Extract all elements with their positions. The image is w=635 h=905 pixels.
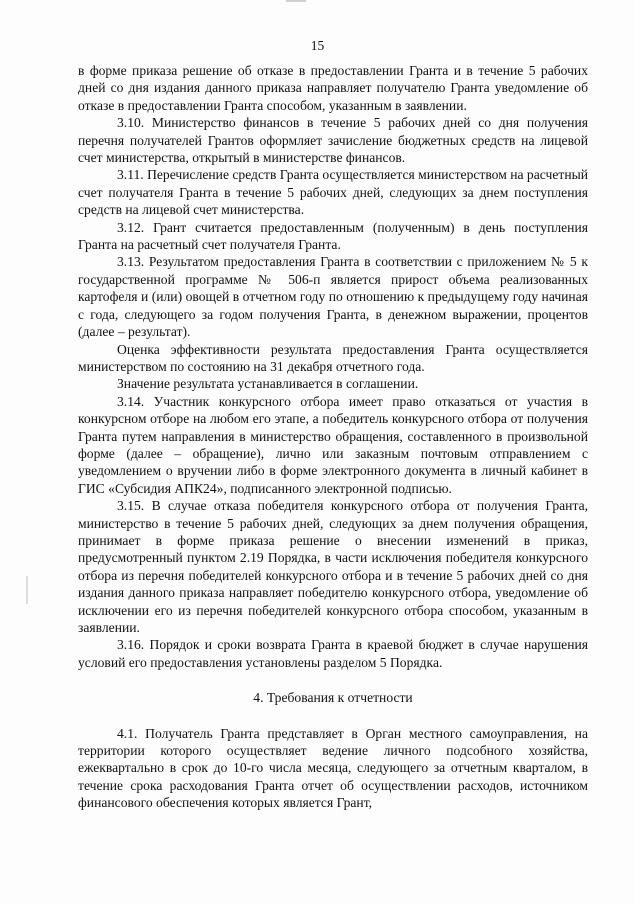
- section-heading: 4. Требования к отчетности: [253, 690, 413, 706]
- scan-artifact-side: [26, 576, 28, 604]
- page-number: 15: [310, 38, 325, 53]
- paragraph-3-10: 3.10. Министерство финансов в течение 5 рабочих дней со дня получения перечня получателей Грантов оформляет зачисление бюджетных средств на лицевой счет министерства, открытый в министерстве финансов.: [78, 115, 588, 166]
- paragraph-0: в форме приказа решение об отказе в предоставлении Гранта и в течение 5 рабочих дней со дня издания данного приказа направляет получателю Гранта уведомление об отказе в предоставлении Гранта способом, указанным в заявлении.: [78, 63, 588, 113]
- paragraph-4-1: 4.1. Получатель Гранта представляет в Орган местного самоуправления, на территории которого осуществляет ведение личного подсобного хозяйства, ежеквартально в срок до 10-го числа месяца, следующего за отчетным кварталом, в течение срока расходования Гранта отчет об осуществлении расходов, источником финансового обеспечения которых является Грант,: [78, 725, 588, 811]
- paragraph-3-12: 3.12. Грант считается предоставленным (полученным) в день поступления Гранта на расчетный счет получателя Гранта.: [78, 219, 588, 253]
- paragraph-result-value: Значение результата устанавливается в соглашении.: [117, 376, 419, 392]
- paragraph-3-14: 3.14. Участник конкурсного отбора имеет право отказаться от участия в конкурсном отборе на любом его этапе, а победитель конкурсного отбора от получения Гранта путем направления в министерство обращения, составленного в произвольной форме (далее – обращение), лично или заказным почтовым отправлением с уведомлением о вручении либо в форме электронного документа в личный кабинет в ГИС «Субсидия АПК24», подписанного электронной подписью.: [78, 393, 588, 496]
- paragraph-3-15: 3.15. В случае отказа победителя конкурсного отбора от получения Гранта, министерство в течение 5 рабочих дней, следующих за днем получения обращения, принимает в форме приказа решение о внесении изменений в приказ, предусмотренный пунктом 2.19 Порядка, в части исключения победителя конкурсного отбора из перечня победителей конкурсного отбора и в течение 5 рабочих дней со дня издания данного приказа направляет победителю конкурсного отбора, уведомление об исключении его из перечня победителей конкурсного отбора способом, указанным в заявлении.: [78, 498, 588, 635]
- document-body: [78, 62, 588, 812]
- paragraph-evaluation: Оценка эффективности результата предоставления Гранта осуществляется министерством по состоянию на 31 декабря отчетного года.: [78, 341, 588, 374]
- scan-artifact: [286, 0, 306, 2]
- paragraph-3-13: 3.13. Результатом предоставления Гранта в соответствии с приложением № 5 к государственной программе № 506-п является прирост объема реализованных картофеля и (или) овощей в отчетном году по отношению к предыдущему году начиная с года, следующего за годом получения Гранта, в денежном выражении, процентов (далее – результат).: [78, 254, 588, 340]
- paragraph-3-16: 3.16. Порядок и сроки возврата Гранта в краевой бюджет в случае нарушения условий его предоставления установлены разделом 5 Порядка.: [78, 637, 588, 670]
- paragraph-3-11: 3.11. Перечисление средств Гранта осуществляется министерством на расчетный счет получателя Гранта в течение 5 рабочих дней, следующих за днем поступления средств на лицевой счет министерства.: [78, 167, 588, 218]
